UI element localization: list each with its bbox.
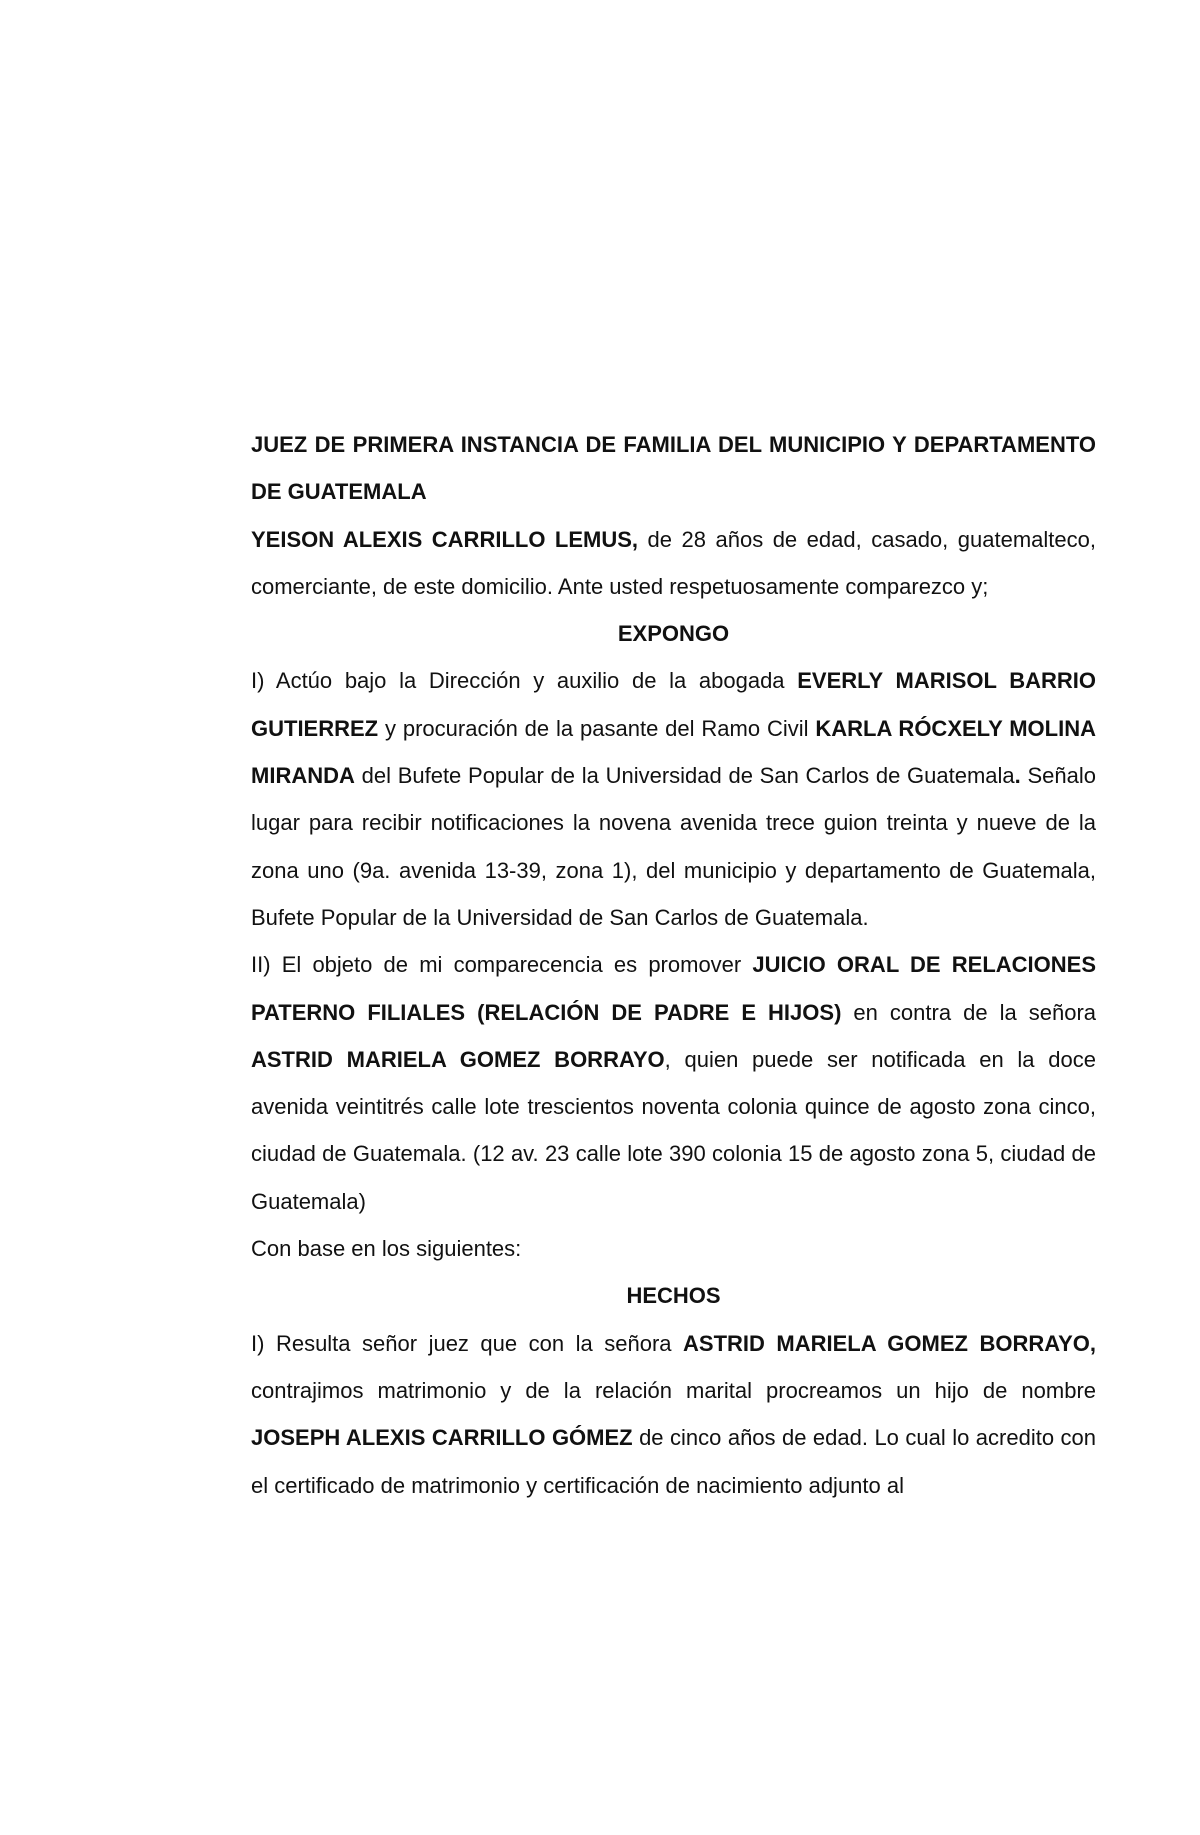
section-expongo: EXPONGO — [617, 621, 730, 647]
p2-text-a: II) El objeto de mi comparecencia es promover — [251, 952, 753, 978]
document-page — [251, 421, 1096, 1509]
paragraph-object — [251, 941, 1096, 1225]
court-heading-text: JUEZ DE PRIMERA INSTANCIA DE FAMILIA DEL MUNICIPIO Y DEPARTAMENTO DE GUATEMALA — [251, 432, 1096, 505]
p4-text-a: I) Resulta señor juez que con la señora — [251, 1330, 684, 1356]
p1-text-e: del Bufete Popular de la Universidad de San Carlos de Guatemala — [354, 763, 1015, 789]
lawsuit-type: JUICIO ORAL DE RELACIONES PATERNO FILIALES (RELACIÓN DE PADRE E HIJOS) — [251, 952, 1096, 1025]
p1-text-c: y procuración de la pasante del Ramo Civil — [378, 715, 816, 741]
p2-text-e: , quien puede ser notificada en la doce avenida veintitrés calle lote trescientos noventa colonia quince de agosto zona cinco, ciudad de Guatemala. (12 av. 23 calle lote 390 colonia 15 de agosto zona 5, ciudad de Guatemala) — [251, 1046, 1096, 1214]
p1-period: . — [1014, 763, 1021, 789]
paragraph-basis: Con base en los siguientes: — [251, 1236, 522, 1262]
p1-text-g: Señalo lugar para recibir notificaciones la novena avenida trece guion treinta y nueve de la zona uno (9a. avenida 13-39, zona 1), del municipio y departamento de Guatemala, Bufete Popular de la Universidad de San Carlos de Guatemala. — [251, 763, 1096, 930]
p2-text-c: en contra de la señora — [841, 999, 1097, 1025]
p4-text-e: de cinco años de edad. Lo cual lo acredito con el certificado de matrimonio y certificación de nacimiento adjunto al — [251, 1425, 1096, 1498]
p4-text-c: contrajimos matrimonio y de la relación marital procreamos un hijo de nombre — [251, 1377, 1096, 1403]
p1-text-a: I) Actúo bajo la Dirección y auxilio de la abogada — [251, 668, 798, 694]
intern-name: KARLA RÓCXELY MOLINA MIRANDA — [251, 715, 1096, 789]
lawyer-name: EVERLY MARISOL BARRIO GUTIERREZ — [251, 668, 1096, 741]
paragraph-direction — [251, 657, 1096, 941]
section-hechos: HECHOS — [626, 1283, 721, 1309]
intro-paragraph — [251, 516, 1096, 611]
defendant-name: ASTRID MARIELA GOMEZ BORRAYO — [251, 1046, 665, 1072]
spouse-name: ASTRID MARIELA GOMEZ BORRAYO, — [683, 1330, 1097, 1356]
plaintiff-name: YEISON ALEXIS CARRILLO LEMUS, — [251, 526, 639, 552]
child-name: JOSEPH ALEXIS CARRILLO GÓMEZ — [251, 1425, 633, 1451]
intro-text: de 28 años de edad, casado, guatemalteco, comerciante, de este domicilio. Ante usted respetuosamente comparezco y; — [251, 526, 1096, 599]
paragraph-facts — [251, 1320, 1096, 1509]
court-heading — [251, 421, 1096, 516]
